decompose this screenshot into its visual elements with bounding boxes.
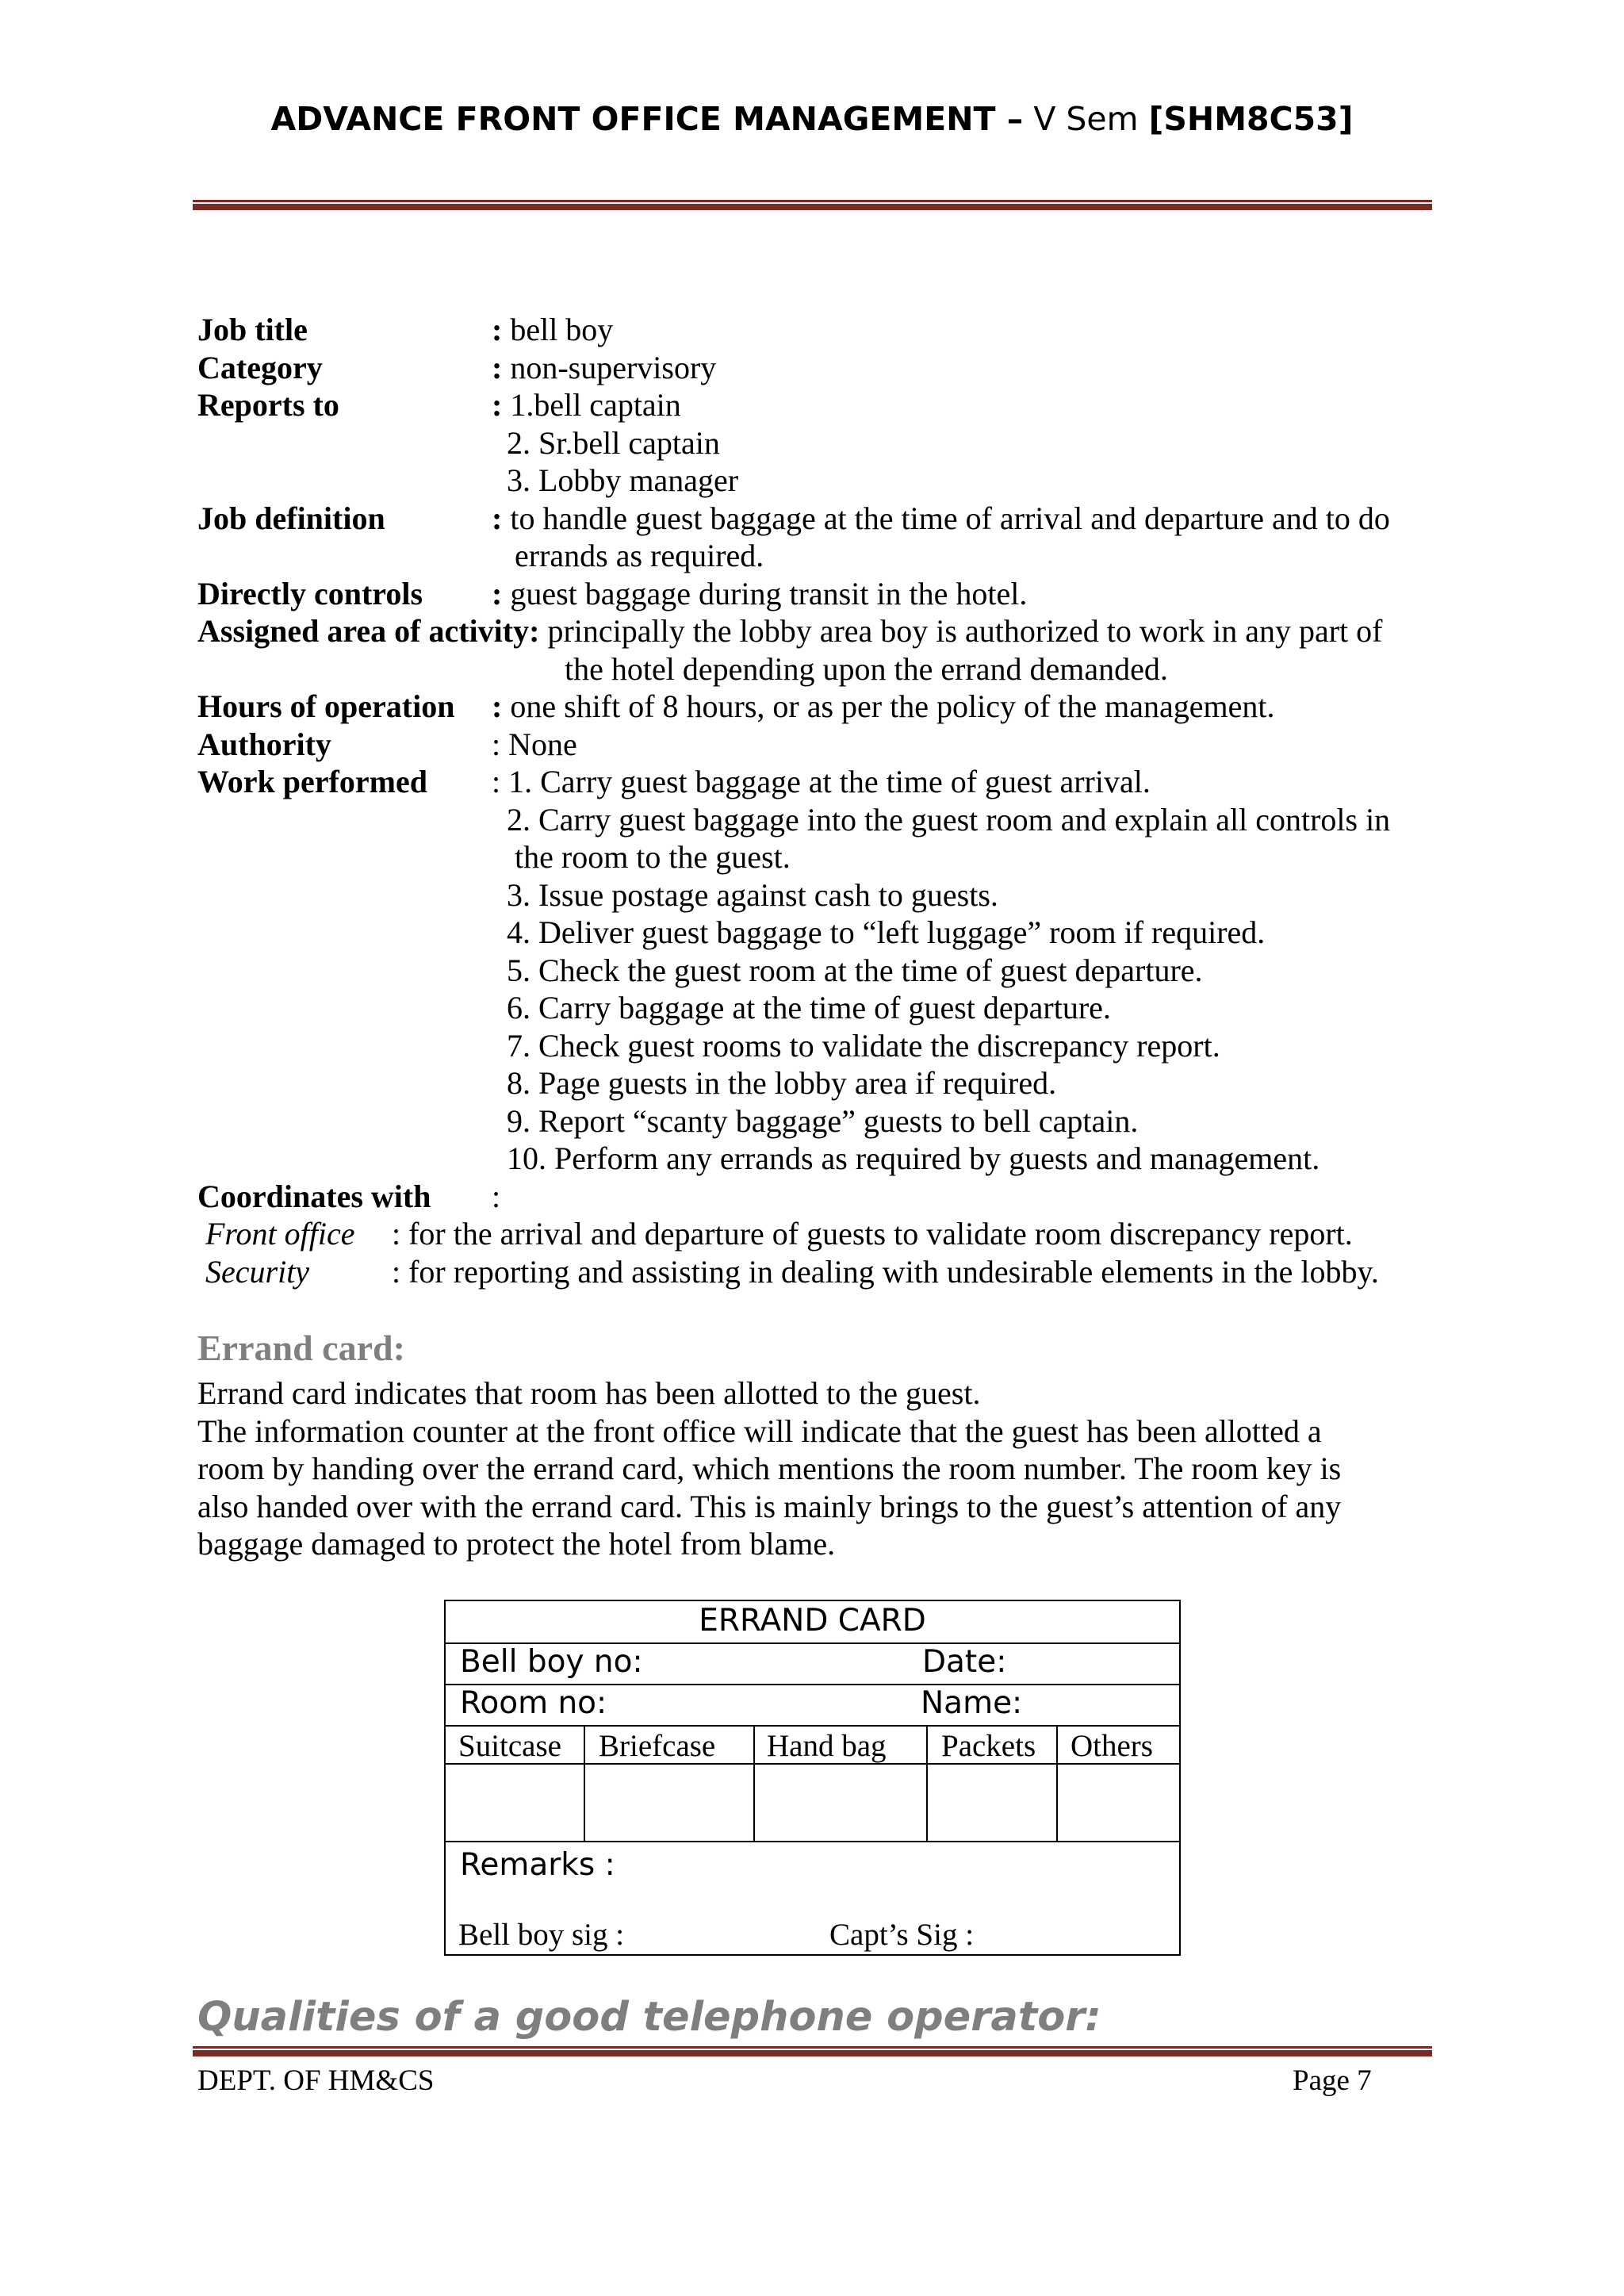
page-header: [0, 100, 1624, 138]
reports-to-label: Reports to: [197, 387, 339, 423]
front-office-value: : for the arrival and departure of guests to validate room discrepancy report.: [392, 1216, 1353, 1251]
assigned-area-value: principally the lobby area boy is authorized to work in any part of: [547, 613, 1383, 649]
paragraph-line: also handed over with the errand card. This is mainly brings to the guest’s attention of any: [197, 1488, 1342, 1524]
category-row: Category : non-supervisory: [197, 349, 717, 385]
bell-boy-no-field: Bell boy no:: [460, 1644, 643, 1680]
front-office-row: [197, 1215, 1450, 1253]
work-performed-label: Work performed: [197, 764, 427, 799]
errand-card-form: [444, 1600, 1181, 1956]
directly-controls-row: Directly controls : guest baggage during transit in the hotel.: [197, 575, 1028, 611]
work-item: 9. Report “scanty baggage” guests to bell captain.: [507, 1102, 1139, 1139]
work-item: 10. Perform any errands as required by guests and management.: [507, 1140, 1320, 1176]
room-no-field: Room no:: [460, 1685, 607, 1721]
paragraph-line: The information counter at the front office will indicate that the guest has been allotted a: [197, 1412, 1322, 1449]
card-title: ERRAND CARD: [699, 1603, 926, 1639]
work-item: the room to the guest.: [515, 839, 791, 875]
authority-value: None: [508, 726, 577, 762]
category-value: non-supervisory: [510, 349, 717, 385]
work-item: 4. Deliver guest baggage to “left luggage” room if required.: [507, 914, 1266, 950]
bell-boy-signature-field: Bell boy sig :: [458, 1918, 625, 1952]
reports-to-row: Reports to : 1.bell captain: [197, 387, 681, 423]
directly-controls-value: guest baggage during transit in the hotel.: [510, 575, 1028, 611]
column-header-suitcase: Suitcase: [458, 1729, 561, 1763]
reports-to-value: 3. Lobby manager: [507, 462, 739, 498]
errand-card-paragraph: [197, 1374, 1434, 1563]
date-field: Date:: [922, 1644, 1007, 1680]
column-header-others: Others: [1071, 1729, 1153, 1763]
paragraph-line: room by handing over the errand card, which mentions the room number. The room key is: [197, 1451, 1342, 1486]
security-row: [197, 1253, 1450, 1291]
work-item: 2. Carry guest baggage into the guest room and explain all controls in: [507, 801, 1391, 838]
header-title: ADVANCE FRONT OFFICE MANAGEMENT –: [270, 100, 1024, 138]
page-number: Page 7: [1293, 2064, 1372, 2097]
security-label: Security: [205, 1253, 310, 1290]
name-field: Name:: [921, 1685, 1023, 1721]
reports-to-value: 2. Sr.bell captain: [507, 424, 720, 461]
authority-row: Authority : None: [197, 726, 577, 762]
work-performed-row: Work performed : 1. Carry guest baggage at the time of guest arrival.: [197, 764, 1151, 799]
work-item: 3. Issue postage against cash to guests.: [507, 876, 998, 913]
coordinates-label: Coordinates with: [197, 1178, 431, 1214]
footer-department: DEPT. OF HM&CS: [197, 2064, 435, 2097]
hours-row: Hours of operation : one shift of 8 hours, or as per the policy of the management.: [197, 688, 1275, 724]
security-value: : for reporting and assisting in dealing with undesirable elements in the lobby.: [392, 1253, 1379, 1290]
job-description: [197, 311, 1450, 1290]
hours-label: Hours of operation: [197, 688, 455, 724]
hours-value: one shift of 8 hours, or as per the policy of the management.: [510, 688, 1275, 724]
header-semester: V Sem: [1033, 100, 1139, 138]
telephone-operator-heading: Qualities of a good telephone operator:: [197, 1994, 1101, 2041]
work-item: 6. Carry baggage at the time of guest departure.: [507, 990, 1111, 1025]
work-item: 5. Check the guest room at the time of guest departure.: [507, 952, 1203, 988]
paragraph-line: Errand card indicates that room has been allotted to the guest.: [197, 1375, 981, 1411]
job-definition-label: Job definition: [197, 500, 385, 536]
work-item: 7. Check guest rooms to validate the discrepancy report.: [507, 1027, 1220, 1064]
column-header-briefcase: Briefcase: [599, 1729, 716, 1763]
assigned-area-label: Assigned area of activity:: [197, 613, 540, 649]
captain-signature-field: Capt’s Sig :: [829, 1918, 975, 1952]
assigned-area-row: [197, 612, 1450, 650]
column-header-hand-bag: Hand bag: [767, 1729, 887, 1763]
header-code: [SHM8C53]: [1148, 100, 1354, 138]
directly-controls-label: Directly controls: [197, 575, 423, 611]
front-office-label: Front office: [205, 1216, 355, 1251]
paragraph-line: baggage damaged to protect the hotel from blame.: [197, 1526, 836, 1562]
work-item: 8. Page guests in the lobby area if required.: [507, 1065, 1057, 1101]
job-definition-value: errands as required.: [515, 538, 764, 573]
category-label: Category: [197, 349, 323, 385]
reports-to-value: 1.bell captain: [510, 387, 681, 423]
assigned-area-value: the hotel depending upon the errand demanded.: [565, 650, 1168, 687]
coordinates-row: Coordinates with :: [197, 1178, 501, 1214]
work-item: 1. Carry guest baggage at the time of guest arrival.: [508, 764, 1151, 799]
authority-label: Authority: [197, 726, 331, 762]
job-title-value: bell boy: [510, 312, 614, 347]
job-definition-row: Job definition : to handle guest baggage at the time of arrival and departure and to do: [197, 500, 1390, 536]
job-definition-value: to handle guest baggage at the time of arrival and departure and to do: [510, 500, 1390, 536]
job-title-label: Job title: [197, 312, 308, 347]
remarks-field: Remarks :: [460, 1847, 615, 1883]
header-rule: [193, 200, 1432, 210]
footer-rule: [193, 2046, 1432, 2056]
errand-card-heading: Errand card:: [197, 1328, 405, 1368]
job-title-row: Job title : bell boy: [197, 312, 614, 347]
column-header-packets: Packets: [941, 1729, 1036, 1763]
